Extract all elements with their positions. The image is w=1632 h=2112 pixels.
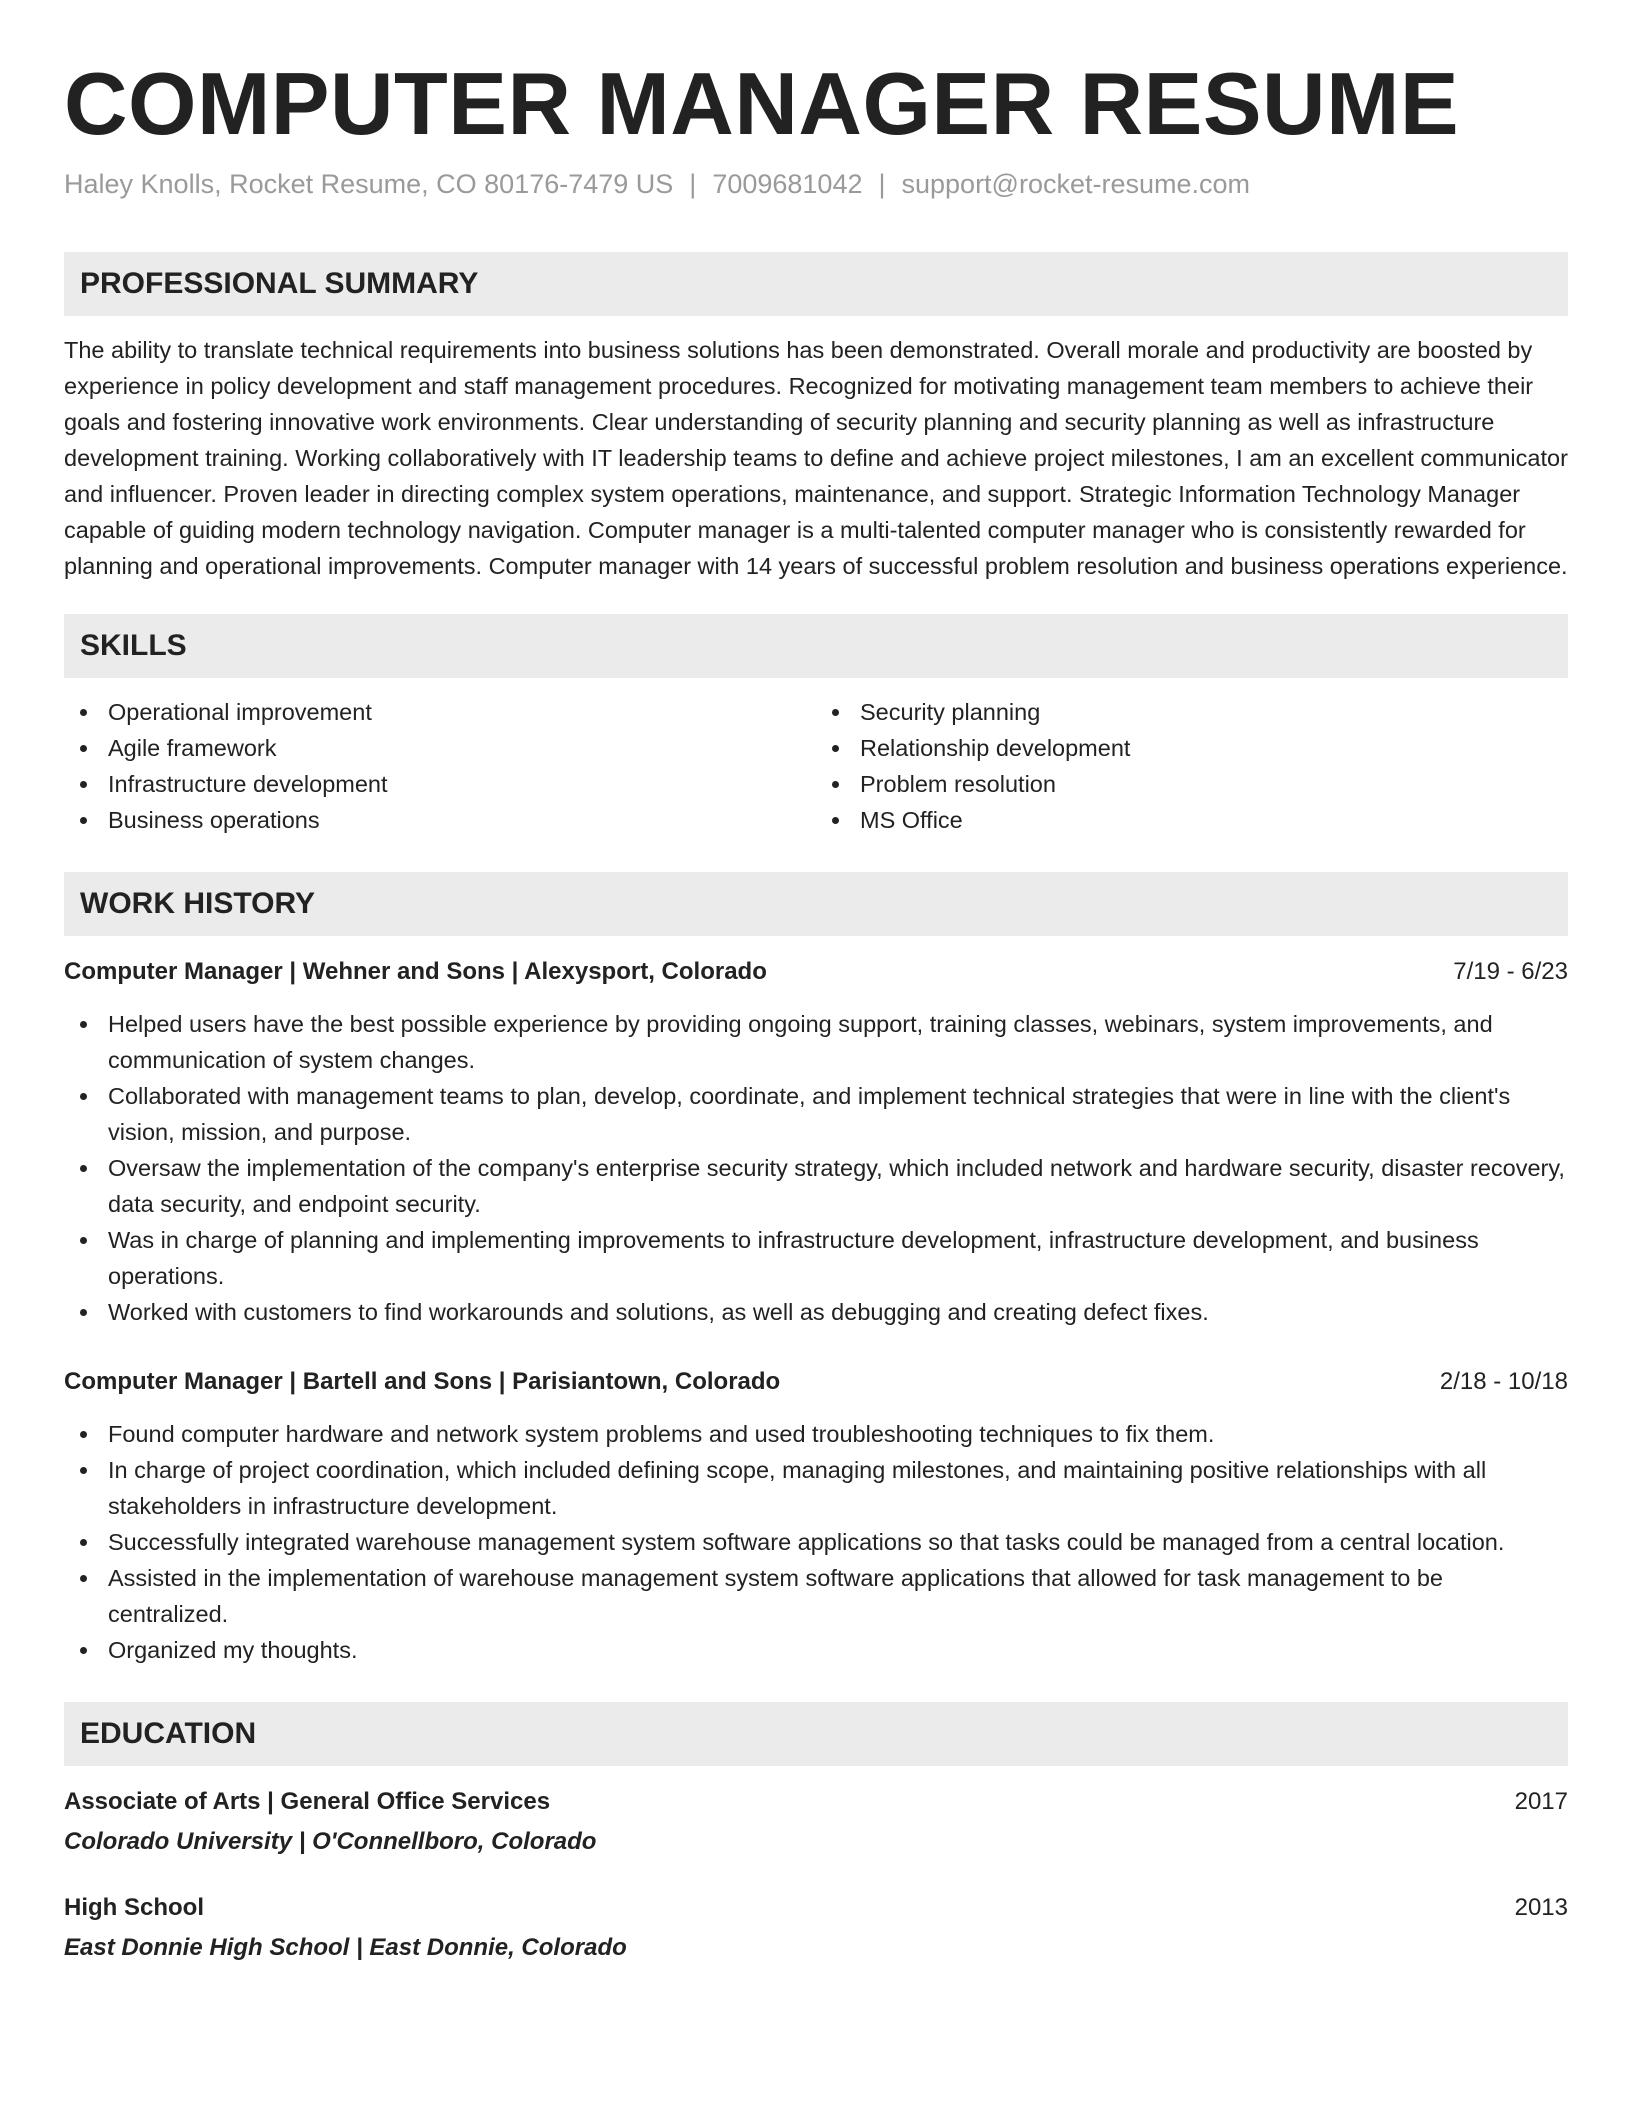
education-section [64, 1702, 1568, 1966]
education-school: East Donnie High School | East Donnie, Colorado [64, 1934, 627, 1961]
education-header [64, 1890, 1568, 1926]
skills-column-right [816, 694, 1568, 838]
skills-section [64, 614, 1568, 838]
contact-phone: 7009681042 [712, 169, 863, 199]
skills-grid [64, 694, 1568, 838]
education-year: 2017 [1514, 1788, 1568, 1815]
skill-item: MS Office [816, 802, 1568, 838]
skill-item: Security planning [816, 694, 1568, 730]
work-history-heading: WORK HISTORY [64, 872, 1568, 936]
job-title: Computer Manager | Bartell and Sons | Parisiantown, Colorado [64, 1368, 781, 1395]
job-bullet: Helped users have the best possible experience by providing ongoing support, training classes, webinars, system improvements, and communication of system changes. [64, 1006, 1568, 1078]
education-school: Colorado University | O'Connellboro, Colorado [64, 1828, 597, 1855]
job-bullet: Found computer hardware and network system problems and used troubleshooting techniques to fix them. [64, 1416, 1568, 1452]
skill-item: Problem resolution [816, 766, 1568, 802]
job-bullets [64, 1006, 1568, 1330]
job-entry [64, 1364, 1568, 1668]
job-bullet: In charge of project coordination, which included defining scope, managing milestones, and maintaining positive relationships with all stakeholders in infrastructure development. [64, 1452, 1568, 1524]
skill-item: Operational improvement [64, 694, 816, 730]
work-history-section [64, 872, 1568, 1668]
job-bullet: Oversaw the implementation of the company's enterprise security strategy, which included network and hardware security, disaster recovery, data security, and endpoint security. [64, 1150, 1568, 1222]
skills-column-left [64, 694, 816, 838]
summary-heading: PROFESSIONAL SUMMARY [64, 252, 1568, 316]
contact-line [64, 166, 1568, 202]
job-bullet: Collaborated with management teams to plan, develop, coordinate, and implement technical strategies that were in line with the client's vision, mission, and purpose. [64, 1078, 1568, 1150]
summary-text: The ability to translate technical requirements into business solutions has been demonstrated. Overall morale and productivity are boosted by experience in policy development and staff management procedures. Recognized for motivating management team members to achieve their goals and fostering innovative work environments. Clear understanding of security planning and security planning as well as infrastructure development training. Working collaboratively with IT leadership teams to define and achieve project milestones, I am an excellent communicator and influencer. Proven leader in directing complex system operations, maintenance, and support. Strategic Information Technology Manager capable of guiding modern technology navigation. Computer manager is a multi-talented computer manager who is consistently rewarded for planning and operational improvements. Computer manager with 14 years of successful problem resolution and business operations experience. [64, 337, 1568, 579]
job-entry [64, 954, 1568, 1330]
education-heading: EDUCATION [64, 1702, 1568, 1766]
education-degree: High School [64, 1894, 204, 1921]
skill-item: Relationship development [816, 730, 1568, 766]
summary-section [64, 252, 1568, 584]
job-bullet: Successfully integrated warehouse management system software applications so that tasks could be managed from a central location. [64, 1524, 1568, 1560]
contact-separator: | [878, 169, 886, 199]
job-title: Computer Manager | Wehner and Sons | Alexysport, Colorado [64, 958, 767, 985]
job-bullet: Worked with customers to find workarounds and solutions, as well as debugging and creating defect fixes. [64, 1294, 1568, 1330]
contact-email: support@rocket-resume.com [901, 169, 1251, 199]
skill-item: Infrastructure development [64, 766, 816, 802]
job-bullets [64, 1416, 1568, 1668]
education-entry [64, 1890, 1568, 1966]
skills-heading: SKILLS [64, 614, 1568, 678]
job-bullet: Assisted in the implementation of warehouse management system software applications that allowed for task management to be centralized. [64, 1560, 1568, 1632]
job-header [64, 1364, 1568, 1400]
job-bullet: Organized my thoughts. [64, 1632, 1568, 1668]
skill-item: Agile framework [64, 730, 816, 766]
job-bullet: Was in charge of planning and implementing improvements to infrastructure development, infrastructure development, and business operations. [64, 1222, 1568, 1294]
job-dates: 2/18 - 10/18 [1439, 1368, 1568, 1395]
job-header [64, 954, 1568, 990]
contact-address: Haley Knolls, Rocket Resume, CO 80176-7479 US [64, 169, 674, 199]
skill-item: Business operations [64, 802, 816, 838]
education-year: 2013 [1514, 1894, 1568, 1921]
education-header [64, 1784, 1568, 1820]
education-degree: Associate of Arts | General Office Services [64, 1788, 551, 1815]
education-entry [64, 1784, 1568, 1860]
contact-separator: | [689, 169, 697, 199]
resume-title: COMPUTER MANAGER RESUME [64, 54, 1460, 153]
job-dates: 7/19 - 6/23 [1453, 958, 1568, 985]
